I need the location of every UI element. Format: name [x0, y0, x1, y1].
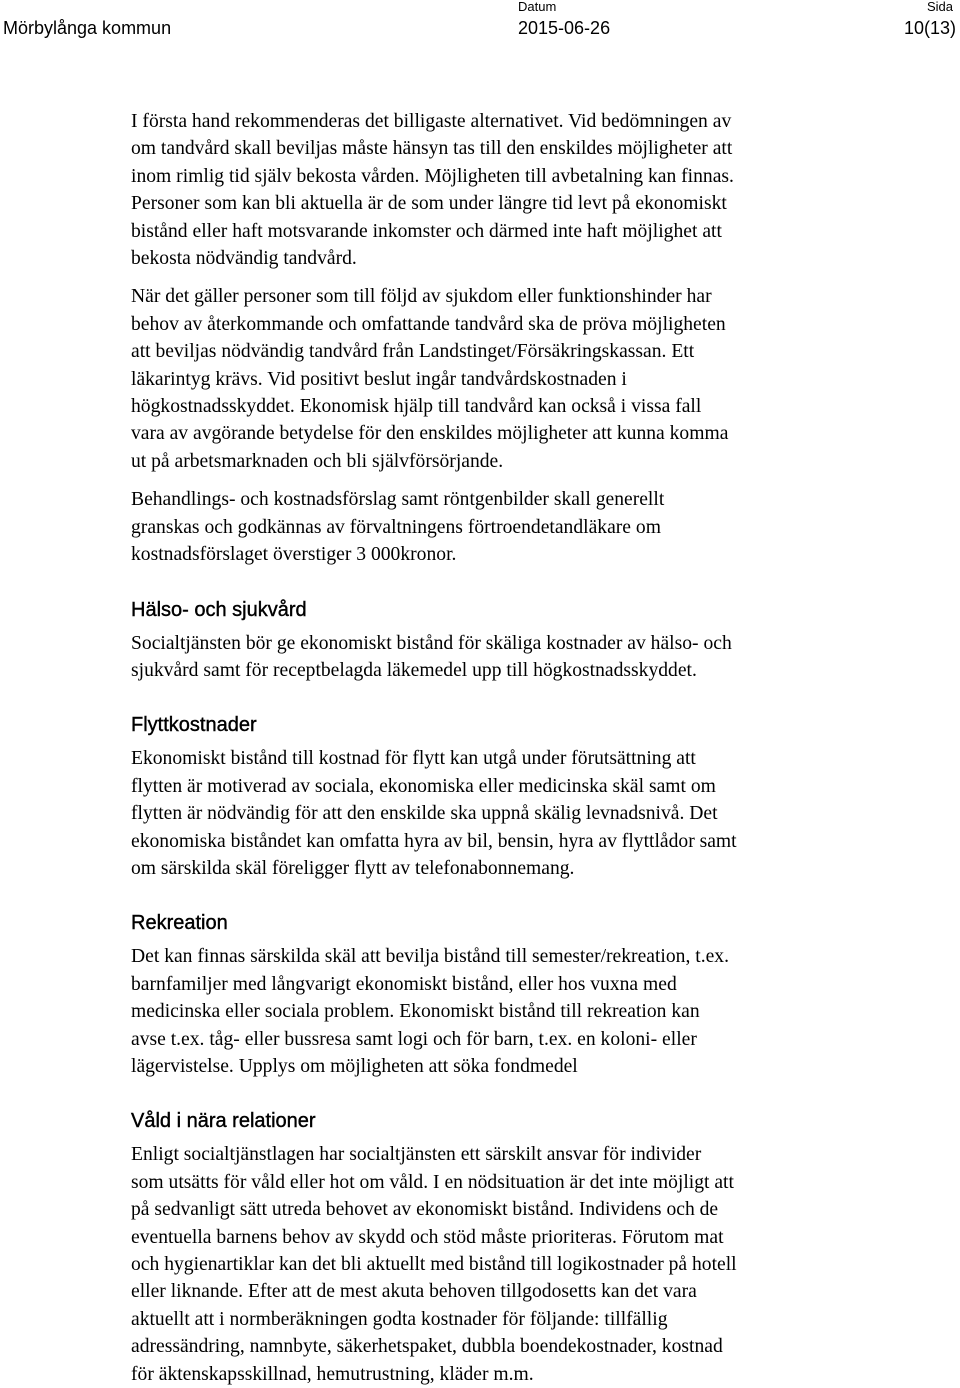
text-line: på sedvanligt sätt utreda behovet av ekonomiskt bistånd. Individens och de [131, 1199, 719, 1221]
text-line: Socialtjänsten bör ge ekonomiskt bistånd för skäliga kostnader av hälso- och [131, 632, 732, 654]
paragraph-flyttkostnader [131, 745, 891, 882]
paragraph-intro-2 [131, 283, 891, 475]
text-line: om särskilda skäl föreligger flytt av telefonabonnemang. [131, 857, 575, 879]
paragraph-intro-3 [131, 486, 891, 568]
text-line: och hygienartiklar kan det bli aktuellt med bistånd till logikostnader på hotell [131, 1254, 737, 1275]
text-line: vara av avgörande betydelse för den enskildes möjligheter att kunna komma [131, 423, 729, 445]
organization-name: Mörbylånga kommun [3, 18, 172, 38]
text-line: Behandlings- och kostnadsförslag samt röntgenbilder skall generellt [131, 489, 665, 511]
text-line: högkostnadsskyddet. Ekonomisk hjälp till tandvård kan också i vissa fall [131, 396, 702, 418]
page-label: Sida [926, 0, 953, 14]
text-line: läkarintyg krävs. Vid positivt beslut ingår tandvårdskostnaden i [131, 368, 627, 390]
text-line: flytten är motiverad av sociala, ekonomiska eller medicinska skäl samt om [131, 775, 716, 797]
section-heading-rekreation: Rekreation [131, 912, 228, 935]
text-line: bistånd eller haft motsvarande inkomster och därmed inte haft möjlighet att [131, 220, 722, 242]
text-line: flytten är nödvändig för att den enskilde ska uppnå skälig levnadsnivå. Det [131, 803, 718, 825]
text-line: inom rimlig tid själv bekosta vården. Möjligheten till avbetalning kan finnas. [131, 165, 734, 187]
date-label: Datum [518, 0, 557, 14]
section-heading-vald-i-nara-relationer: Våld i nära relationer [131, 1110, 316, 1133]
text-line: Enligt socialtjänstlagen har socialtjänsten ett särskilt ansvar för individer [131, 1144, 702, 1166]
text-line: som utsätts för våld eller hot om våld. I en nödsituation är det inte möjligt att [131, 1171, 734, 1193]
text-line: ekonomiska biståndet kan omfatta hyra av bil, bensin, hyra av flyttlådor samt [131, 830, 737, 852]
text-line: att beviljas nödvändig tandvård från Landstinget/Försäkringskassan. Ett [131, 341, 695, 363]
page-number: 10(13) [903, 18, 956, 38]
text-line: bekosta nödvändig tandvård. [131, 248, 357, 270]
section-heading-flyttkostnader: Flyttkostnader [131, 714, 257, 737]
text-line: kostnadsförslaget överstiger 3 000kronor. [131, 544, 457, 566]
text-line: Ekonomiskt bistånd till kostnad för flytt kan utgå under förutsättning att [131, 748, 696, 770]
text-line: avse t.ex. tåg- eller bussresa samt logi och för barn, t.ex. en koloni- eller [131, 1028, 697, 1050]
text-line: I första hand rekommenderas det billigaste alternativet. Vid bedömningen av [131, 111, 732, 132]
paragraph-halso-och-sjukvard [131, 630, 891, 685]
section-heading-halso-och-sjukvard: Hälso- och sjukvård [131, 598, 307, 621]
text-line: medicinska eller sociala problem. Ekonomiskt bistånd till rekreation kan [131, 1001, 700, 1023]
paragraph-intro-1 [131, 108, 891, 272]
text-line: behov av återkommande och omfattande tandvård ska de pröva möjligheten [131, 313, 726, 335]
text-line: När det gäller personer som till följd av sjukdom eller funktionshinder har [131, 286, 712, 308]
date-value: 2015-06-26 [518, 18, 611, 38]
text-line: ut på arbetsmarknaden och bli självförsörjande. [131, 450, 504, 472]
document-body [131, 108, 891, 1388]
text-line: adressändring, namnbyte, säkerhetspaket, dubbla boendekostnader, kostnad [131, 1336, 723, 1358]
text-line: eventuella barnens behov av skydd och stöd måste prioriteras. Förutom mat [131, 1226, 724, 1248]
text-line: om tandvård skall beviljas måste hänsyn tas till den enskildes möjligheter att [131, 138, 733, 160]
paragraph-rekreation [131, 943, 891, 1080]
text-line: granskas och godkännas av förvaltningens förtroendetandläkare om [131, 516, 661, 538]
text-line: sjukvård samt för receptbelagda läkemedel upp till högkostnadsskyddet. [131, 659, 697, 681]
text-line: eller liknande. Efter att de mest akuta behoven tillgodosetts kan det vara [131, 1281, 697, 1303]
text-line: Det kan finnas särskilda skäl att bevilja bistånd till semester/rekreation, t.ex. [131, 946, 729, 968]
paragraph-vald-i-nara-relationer [131, 1141, 891, 1388]
text-line: barnfamiljer med långvarigt ekonomiskt bistånd, eller hos vuxna med [131, 973, 677, 995]
text-line: för äktenskapsskillnad, hemutrustning, kläder m.m. [131, 1363, 534, 1385]
text-line: aktuellt att i normberäkningen godta kostnader för följande: tillfällig [131, 1308, 668, 1330]
text-line: Personer som kan bli aktuella är de som under längre tid levt på ekonomiskt [131, 193, 727, 215]
page-header [0, 0, 960, 50]
text-line: lägervistelse. Upplys om möjligheten att söka fondmedel [131, 1055, 578, 1077]
